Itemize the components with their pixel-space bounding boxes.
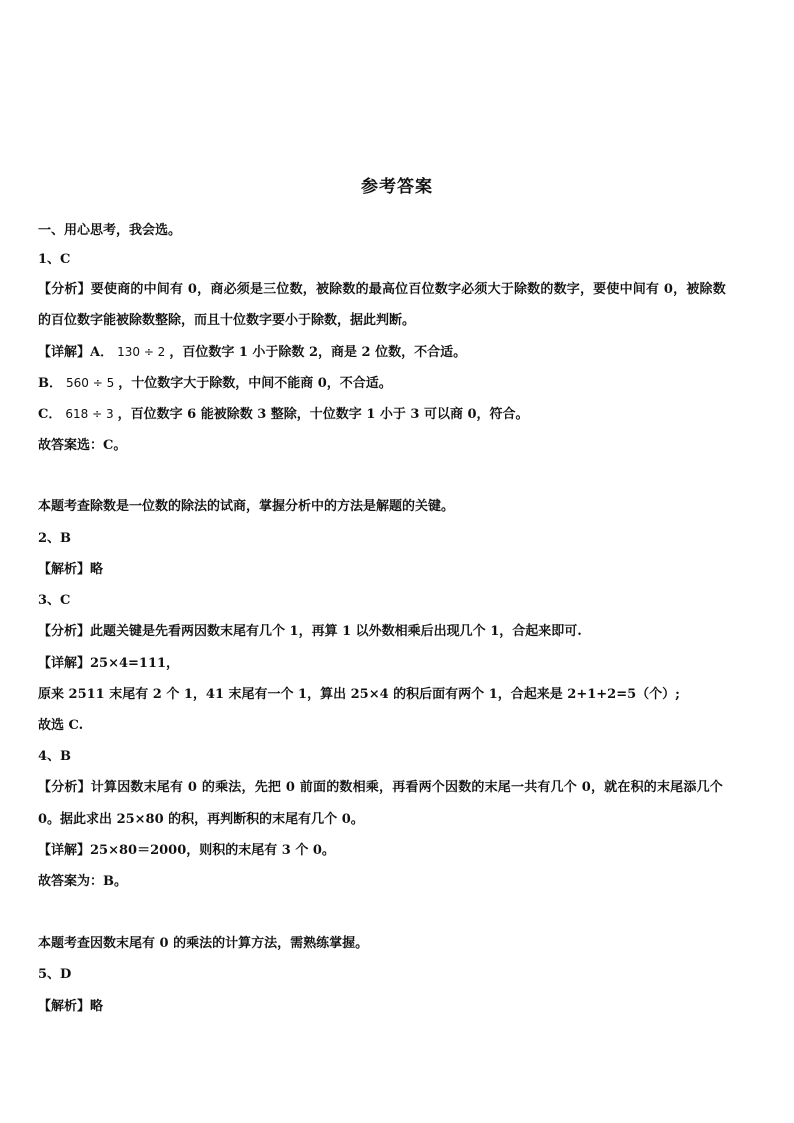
question-4-analysis-line-1: 【分析】计算因数末尾有 0 的乘法，先把 0 前面的数相乘，再看两个因数的末尾一共有几个 0，就在积的末尾添几个 (38, 780, 723, 795)
question-3-label: 3、C (38, 593, 71, 608)
question-4-label: 4、B (38, 749, 72, 764)
question-1-detail-c (38, 405, 529, 424)
detail-b-prefix: B． (38, 376, 62, 391)
page-title: 参考答案 (361, 177, 433, 197)
question-3-detail-2: 原来 2511 末尾有 2 个 1，41 末尾有一个 1，算出 25×4 的积后面有两个 1，合起来是 2+1+2=5（个）; (38, 687, 680, 702)
section-heading: 一、用心思考，我会选。 (38, 223, 182, 238)
question-1-detail-a (38, 343, 466, 362)
question-1-label: 1、C (38, 252, 71, 267)
detail-c-suffix: ，百位数字 6 能被除数 3 整除，十位数字 1 小于 3 可以商 0，符合。 (117, 407, 529, 422)
question-1-detail-b (38, 374, 392, 393)
detail-b-expression: 560 ÷ 5 (66, 376, 115, 390)
detail-c-expression: 618 ÷ 3 (65, 407, 114, 421)
question-1-conclusion: 故答案选：C。 (38, 438, 127, 453)
question-1-analysis-line-2: 的百位数字能被除数整除，而且十位数字要小于除数，据此判断。 (38, 313, 416, 328)
question-3-detail: 【详解】25×4=111， (38, 656, 180, 671)
detail-a-prefix: 【详解】A． (38, 345, 114, 360)
detail-c-prefix: C． (38, 407, 62, 422)
question-3-conclusion: 故选 C. (38, 718, 84, 733)
question-1-analysis-line-1: 【分析】要使商的中间有 0，商必须是三位数，被除数的最高位百位数字必须大于除数的数字，要使中间有 0，被除数 (38, 282, 726, 297)
question-4-detail: 【详解】25×80＝2000，则积的末尾有 3 个 0。 (38, 843, 335, 858)
detail-a-suffix: ，百位数字 1 小于除数 2，商是 2 位数，不合适。 (169, 345, 467, 360)
question-3-analysis: 【分析】此题关键是先看两因数末尾有几个 1，再算 1 以外数相乘后出现几个 1，合起来即可. (38, 624, 582, 639)
question-1-summary: 本题考查除数是一位数的除法的试商，掌握分析中的方法是解题的关键。 (38, 499, 455, 514)
question-4-analysis-line-2: 0。据此求出 25×80 的积，再判断积的末尾有几个 0。 (38, 812, 364, 827)
question-5-label: 5、D (38, 967, 72, 982)
detail-b-suffix: ，十位数字大于除数，中间不能商 0，不合适。 (118, 376, 392, 391)
question-5-explanation: 【解析】略 (38, 999, 104, 1014)
question-4-conclusion: 故答案为：B。 (38, 874, 127, 889)
question-2-label: 2、B (38, 531, 72, 546)
question-4-summary: 本题考查因数末尾有 0 的乘法的计算方法，需熟练掌握。 (38, 936, 369, 951)
question-2-explanation: 【解析】略 (38, 562, 104, 577)
detail-a-expression: 130 ÷ 2 (117, 345, 166, 359)
